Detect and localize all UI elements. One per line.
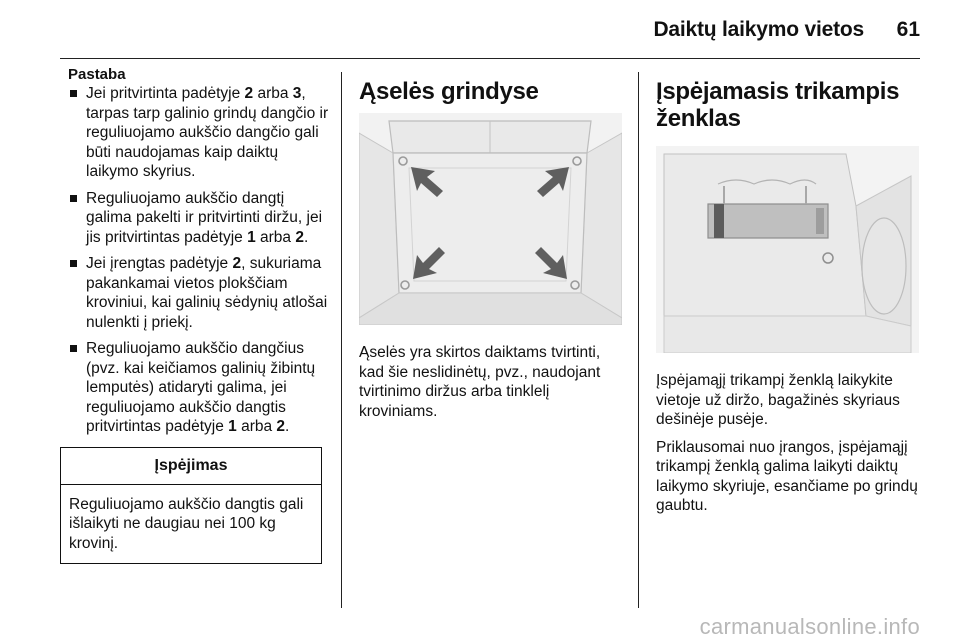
note-label: Pastaba <box>68 66 126 83</box>
warning-body: Reguliuojamo aukščio dangtis gali išlaikyti ne daugiau nei 100 kg krovinį. <box>69 495 304 552</box>
warning-title: Įspėjimas <box>61 448 321 485</box>
triangle-paragraph-1: Įspėjamąjį trikampį ženklą laikykite vietoje už diržo, bagažinės skyriaus dešinėje pusėje. <box>656 372 900 428</box>
note-bullet: Jei įrengtas padėtyje 2, sukuriama pakankamai vietos plokščiam kroviniui, kai galinių sėdynių atlošai nulenkti į priekį. <box>68 254 330 332</box>
warning-triangle-illustration <box>656 146 919 353</box>
page-header-title: Daiktų laikymo vietos <box>653 18 864 41</box>
column-left <box>68 66 330 564</box>
trunk-floor-illustration <box>359 113 622 325</box>
note-bullet: Jei pritvirtinta padėtyje 2 arba 3, tarpas tarp galinio grindų dangčio ir reguliuojamo aukščio dangčio gali būti naudojamas kaip daiktų laikymo skyrius. <box>68 84 330 182</box>
note-bullet: Reguliuojamo aukščio dangtį galima pakelti ir pritvirtinti diržu, jei jis pritvirtintas padėtyje 1 arba 2. <box>68 189 330 248</box>
triangle-paragraph-2: Priklausomai nuo įrangos, įspėjamąjį trikampį ženklą galima laikyti daiktų laikymo skyriuje, esančiame po grindų gaubtu. <box>656 438 918 514</box>
note-bullet-list <box>68 84 330 437</box>
section-heading-warning-triangle: Įspėjamasis trikampis ženklas <box>656 78 900 132</box>
floor-eyelets-paragraph: Ąselės yra skirtos daiktams tvirtinti, kad šie neslidinėtų, pvz., naudojant tvirtinimo diržus arba tinklelį kroviniams. <box>359 344 601 420</box>
section-heading-floor-eyelets: Ąselės grindyse <box>359 78 539 105</box>
watermark: carmanualsonline.info <box>699 614 920 639</box>
note-bullet: Reguliuojamo aukščio dangčius (pvz. kai keičiamos galinių žibintų lemputės) atidaryti galima, jei reguliuojamo aukščio dangtis pritvirtintas padėtyje 1 arba 2. <box>68 339 330 437</box>
column-divider <box>341 72 342 608</box>
column-right <box>656 66 926 524</box>
header-rule <box>60 58 920 59</box>
page-number: 61 <box>896 18 920 41</box>
warning-box <box>60 447 322 565</box>
column-middle <box>359 66 624 429</box>
column-divider <box>638 72 639 608</box>
